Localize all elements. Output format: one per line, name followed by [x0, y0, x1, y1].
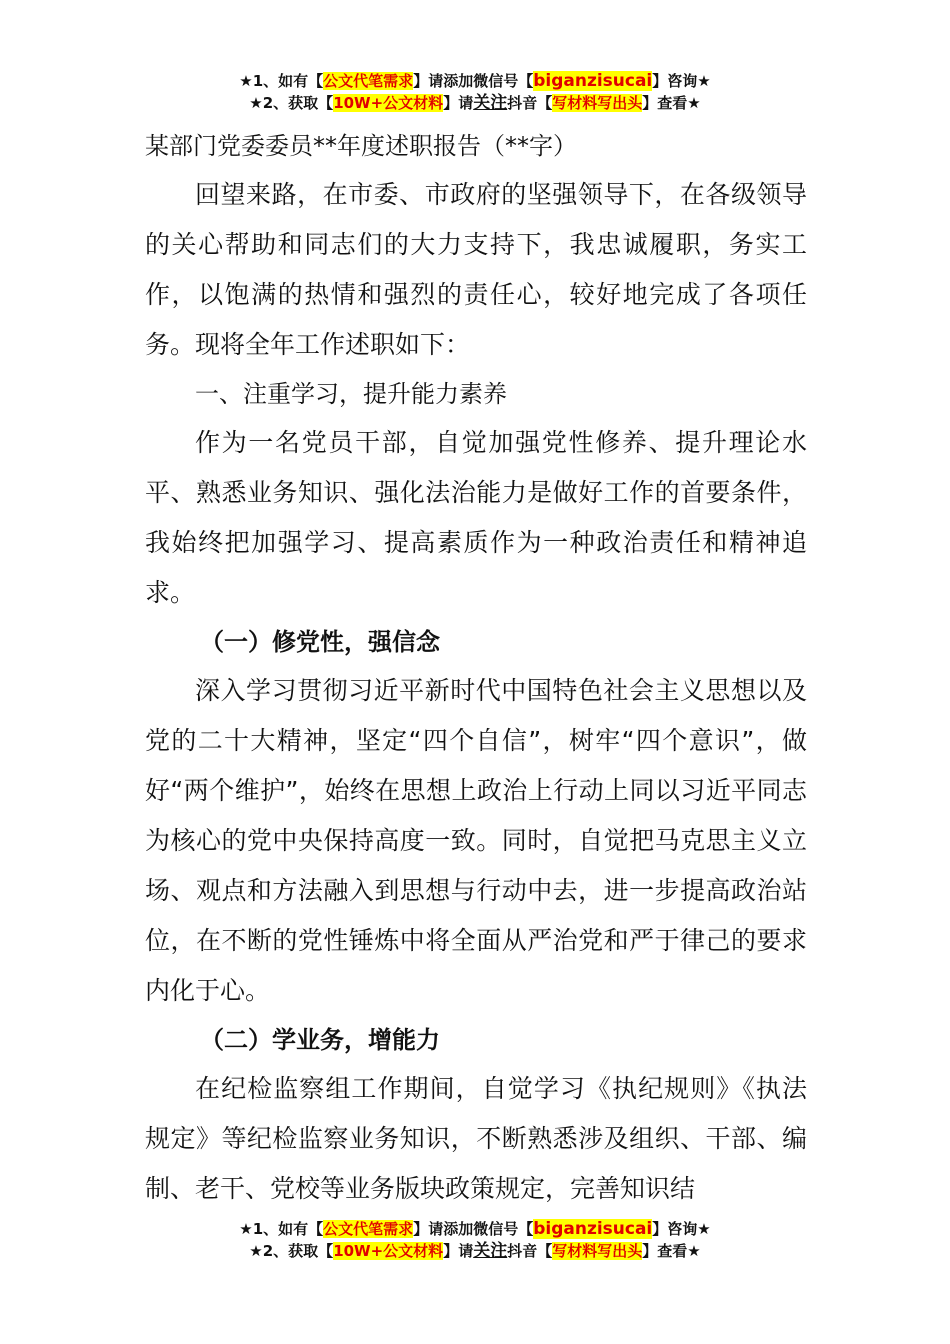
banner-line1-prefix: ★1、如有【 — [239, 1220, 324, 1238]
subsection-2-paragraph: 在纪检监察组工作期间，自觉学习《执纪规则》《执法规定》等纪检监察业务知识，不断熟悉涉及组织、干部、编制、老干、党校等业务版块政策规定，完善知识结 — [145, 1074, 807, 1203]
banner-line2-middle-b: 抖音【 — [507, 1242, 553, 1260]
banner-line-1 — [0, 1218, 950, 1240]
banner-wechat-id: biganzisucai — [533, 71, 653, 91]
banner-line2-middle-a: 】请 — [443, 94, 474, 112]
banner-line-1 — [0, 70, 950, 92]
banner-line2-suffix: 】查看★ — [642, 1242, 701, 1260]
section-1-heading: 一、注重学习，提升能力素养 — [195, 380, 507, 408]
banner-line1-suffix: 】咨询★ — [652, 72, 711, 90]
banner-line2-middle-b: 抖音【 — [507, 94, 553, 112]
banner-douyin-account: 写材料写出头 — [552, 94, 643, 112]
document-title: 某部门党委委员**年度述职报告（**字） — [145, 132, 577, 160]
banner-line2-highlight-materials: 10W+公文材料 — [333, 94, 444, 112]
banner-follow-word: 关注 — [473, 93, 508, 113]
banner-line1-middle: 】请添加微信号【 — [413, 72, 534, 90]
banner-line2-middle-a: 】请 — [443, 1242, 474, 1260]
banner-line-2 — [0, 1240, 950, 1262]
bottom-banner — [0, 1218, 950, 1262]
intro-paragraph: 回望来路，在市委、市政府的坚强领导下，在各级领导的关心帮助和同志们的大力支持下，我忠诚履职，务实工作，以饱满的热情和强烈的责任心，较好地完成了各项任务。现将全年工作述职如下： — [145, 180, 807, 359]
banner-line1-suffix: 】咨询★ — [652, 1220, 711, 1238]
banner-wechat-id: biganzisucai — [533, 1219, 653, 1239]
banner-line2-highlight-materials: 10W+公文材料 — [333, 1242, 444, 1260]
top-banner — [0, 70, 950, 114]
banner-line-2 — [0, 92, 950, 114]
section-1-paragraph: 作为一名党员干部，自觉加强党性修养、提升理论水平、熟悉业务知识、强化法治能力是做好工作的首要条件，我始终把加强学习、提高素质作为一种政治责任和精神追求。 — [145, 428, 807, 607]
banner-line2-prefix: ★2、获取【 — [249, 94, 334, 112]
banner-line2-prefix: ★2、获取【 — [249, 1242, 334, 1260]
banner-douyin-account: 写材料写出头 — [552, 1242, 643, 1260]
banner-line1-highlight-service: 公文代笔需求 — [323, 72, 414, 90]
subsection-1-paragraph: 深入学习贯彻习近平新时代中国特色社会主义思想以及党的二十大精神，坚定“四个自信”，树牢“四个意识”，做好“两个维护”，始终在思想上政治上行动上同以习近平同志为核心的党中央保持高度一致。同时，自觉把马克思主义立场、观点和方法融入到思想与行动中去，进一步提高政治站位，在不断的党性锤炼中将全面从严治党和严于律己的要求内化于心。 — [145, 676, 807, 1005]
banner-line2-suffix: 】查看★ — [642, 94, 701, 112]
banner-line1-middle: 】请添加微信号【 — [413, 1220, 534, 1238]
subsection-1-heading: （一）修党性，强信念 — [200, 628, 440, 656]
banner-line1-highlight-service: 公文代笔需求 — [323, 1220, 414, 1238]
subsection-2-heading: （二）学业务，增能力 — [200, 1026, 440, 1054]
banner-follow-word: 关注 — [473, 1241, 508, 1261]
banner-line1-prefix: ★1、如有【 — [239, 72, 324, 90]
